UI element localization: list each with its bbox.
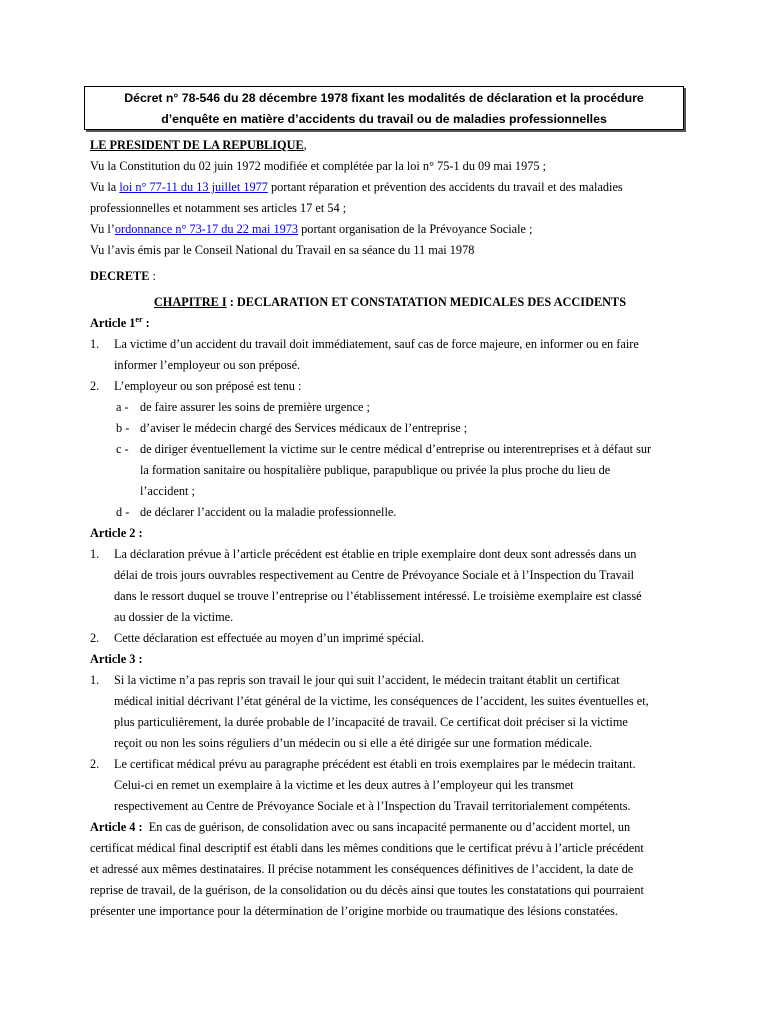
decree-title-line-2: d’enquête en matière d’accidents du travail ou de maladies professionnelles <box>161 112 607 126</box>
preamble-president <box>90 135 690 156</box>
preamble-ordonnance <box>90 219 690 240</box>
item-c-letter: c - <box>116 442 129 456</box>
ordonnance-73-17-link[interactable]: ordonnance n° 73-17 du 22 mai 1973 <box>114 222 299 236</box>
article-4-line-2: certificat médical final descriptif est établi dans les mêmes conditions que le certificat prévu à l’article précédent <box>90 841 644 855</box>
article-1-p1-text: La victime d’un accident du travail doit immédiatement, sauf cas de force majeure, en informer ou en faire <box>114 337 639 351</box>
article-2-p2-num: 2. <box>90 631 100 645</box>
decrete-heading <box>90 266 690 287</box>
article-3-p1 <box>90 670 690 691</box>
article-2-p1 <box>90 544 690 565</box>
ord-prefix: Vu l’ <box>90 222 115 236</box>
loi-suffix: portant réparation et prévention des accidents du travail et des maladies <box>267 180 623 194</box>
article-1-label: Article 1 <box>90 316 136 330</box>
article-4-text: En cas de guérison, de consolidation avec ou sans incapacité permanente ou d’accident mortel, un <box>142 820 631 834</box>
article-1-heading <box>90 313 690 334</box>
article-1-item-b <box>90 418 690 439</box>
preamble-loi <box>90 177 690 198</box>
document-body <box>90 135 690 922</box>
president-label: LE PRESIDENT DE LA REPUBLIQUE <box>90 138 304 152</box>
article-3-p1-num: 1. <box>90 673 100 687</box>
ord-suffix: portant organisation de la Prévoyance Sociale ; <box>298 222 533 236</box>
article-1-p1-num: 1. <box>90 337 100 351</box>
article-3-p1-line-2: médical initial décrivant l’état général de la victime, les conséquences de l’accident, les suites éventuelles et, <box>114 694 649 708</box>
article-4-line-1 <box>90 817 690 838</box>
chapter-label: CHAPITRE I <box>153 295 227 309</box>
article-1-p2 <box>90 376 690 397</box>
article-3-p1-line-4: reçoit ou non les soins réguliers d’un médecin ou si elle a été dirigée sur une formation médicale. <box>114 736 593 750</box>
decree-title-line-1: Décret n° 78-546 du 28 décembre 1978 fixant les modalités de déclaration et la procédure <box>124 91 644 105</box>
article-4-line-5: présenter une importance pour la détermination de l’origine morbide ou traumatique des lésions constatées. <box>90 904 618 918</box>
item-a-letter: a - <box>116 400 129 414</box>
item-b-text: d’aviser le médecin chargé des Services médicaux de l’entreprise ; <box>140 421 468 435</box>
item-d-text: de déclarer l’accident ou la maladie professionnelle. <box>140 505 397 519</box>
article-2-p2-text: Cette déclaration est effectuée au moyen d’un imprimé spécial. <box>114 631 425 645</box>
article-1-item-a <box>90 397 690 418</box>
article-1-p2-text: L’employeur ou son préposé est tenu : <box>114 379 302 393</box>
loi-prefix: Vu la <box>90 180 120 194</box>
article-2-p1-text: La déclaration prévue à l’article précédent est établie en triple exemplaire dont deux sont adressés dans un <box>114 547 637 561</box>
article-2-p1-line-2: délai de trois jours ouvrables respectivement au Centre de Prévoyance Sociale et à l’Inspection du Travail <box>114 568 635 582</box>
article-3-heading: Article 3 : <box>90 652 143 666</box>
article-3-p2-line-3: respectivement au Centre de Prévoyance Sociale et à l’Inspection du Travail territorialement compétents. <box>114 799 631 813</box>
article-3-p2-num: 2. <box>90 757 100 771</box>
article-1-p1 <box>90 334 690 355</box>
article-2-p2 <box>90 628 690 649</box>
preamble-avis: Vu l’avis émis par le Conseil National du Travail en sa séance du 11 mai 1978 <box>90 243 475 257</box>
article-3-p1-text: Si la victime n’a pas repris son travail le jour qui suit l’accident, le médecin traitant établit un certificat <box>114 673 620 687</box>
item-a-text: de faire assurer les soins de première urgence ; <box>140 400 370 414</box>
article-1-item-c-line-3: l’accident ; <box>140 484 195 498</box>
item-d-letter: d - <box>116 505 130 519</box>
decrete-suffix: : <box>149 269 156 283</box>
article-1-sup: er <box>135 314 143 324</box>
article-3-p2-line-2: Celui-ci en remet un exemplaire à la victime et les deux autres à l’employeur qui les transmet <box>114 778 574 792</box>
article-2-p1-line-3: dans le ressort duquel se trouve l’entreprise ou l’établissement intéressé. Le troisième exemplaire est classé <box>114 589 642 603</box>
chapter-heading <box>90 292 690 313</box>
decree-title-box <box>84 86 684 130</box>
president-suffix: , <box>303 138 307 152</box>
article-2-p1-num: 1. <box>90 547 100 561</box>
article-1-item-c <box>90 439 690 460</box>
article-4-line-3: et adressé aux mêmes destinataires. Il précise notamment les conséquences définitives de l’accident, la date de <box>90 862 634 876</box>
article-4-heading: Article 4 : <box>90 820 143 834</box>
preamble-constitution: Vu la Constitution du 02 juin 1972 modifiée et complétée par la loi n° 75-1 du 09 mai 1975 ; <box>90 159 547 173</box>
preamble-loi-line-2: professionnelles et notamment ses articles 17 et 54 ; <box>90 201 347 215</box>
decrete-label: DECRETE <box>90 269 150 283</box>
loi-77-11-link[interactable]: loi n° 77-11 du 13 juillet 1977 <box>119 180 268 194</box>
article-1-item-d <box>90 502 690 523</box>
article-4-line-4: reprise de travail, de la guérison, de la consolidation ou du décès ainsi que toutes les constatations qui pourraient <box>90 883 644 897</box>
article-3-p2 <box>90 754 690 775</box>
article-1-item-c-line-2: la formation sanitaire ou hospitalière publique, parapublique ou privée la plus proche du lieu de <box>140 463 611 477</box>
item-b-letter: b - <box>116 421 130 435</box>
item-c-text: de diriger éventuellement la victime sur le centre médical d’entreprise ou interentreprises et à défaut sur <box>140 442 652 456</box>
article-3-p1-line-3: plus particulièrement, la durée probable de l’incapacité de travail. Ce certificat doit préciser si la victime <box>114 715 628 729</box>
article-1-p1-line-2: informer l’employeur ou son préposé. <box>114 358 301 372</box>
article-1-p2-num: 2. <box>90 379 100 393</box>
chapter-title: : DECLARATION ET CONSTATATION MEDICALES DES ACCIDENTS <box>226 295 627 309</box>
article-2-heading: Article 2 : <box>90 526 143 540</box>
article-2-p1-line-4: au dossier de la victime. <box>114 610 234 624</box>
article-3-p2-text: Le certificat médical prévu au paragraphe précédent est établi en trois exemplaires par le médecin traitant. <box>114 757 636 771</box>
article-1-suffix: : <box>142 316 150 330</box>
